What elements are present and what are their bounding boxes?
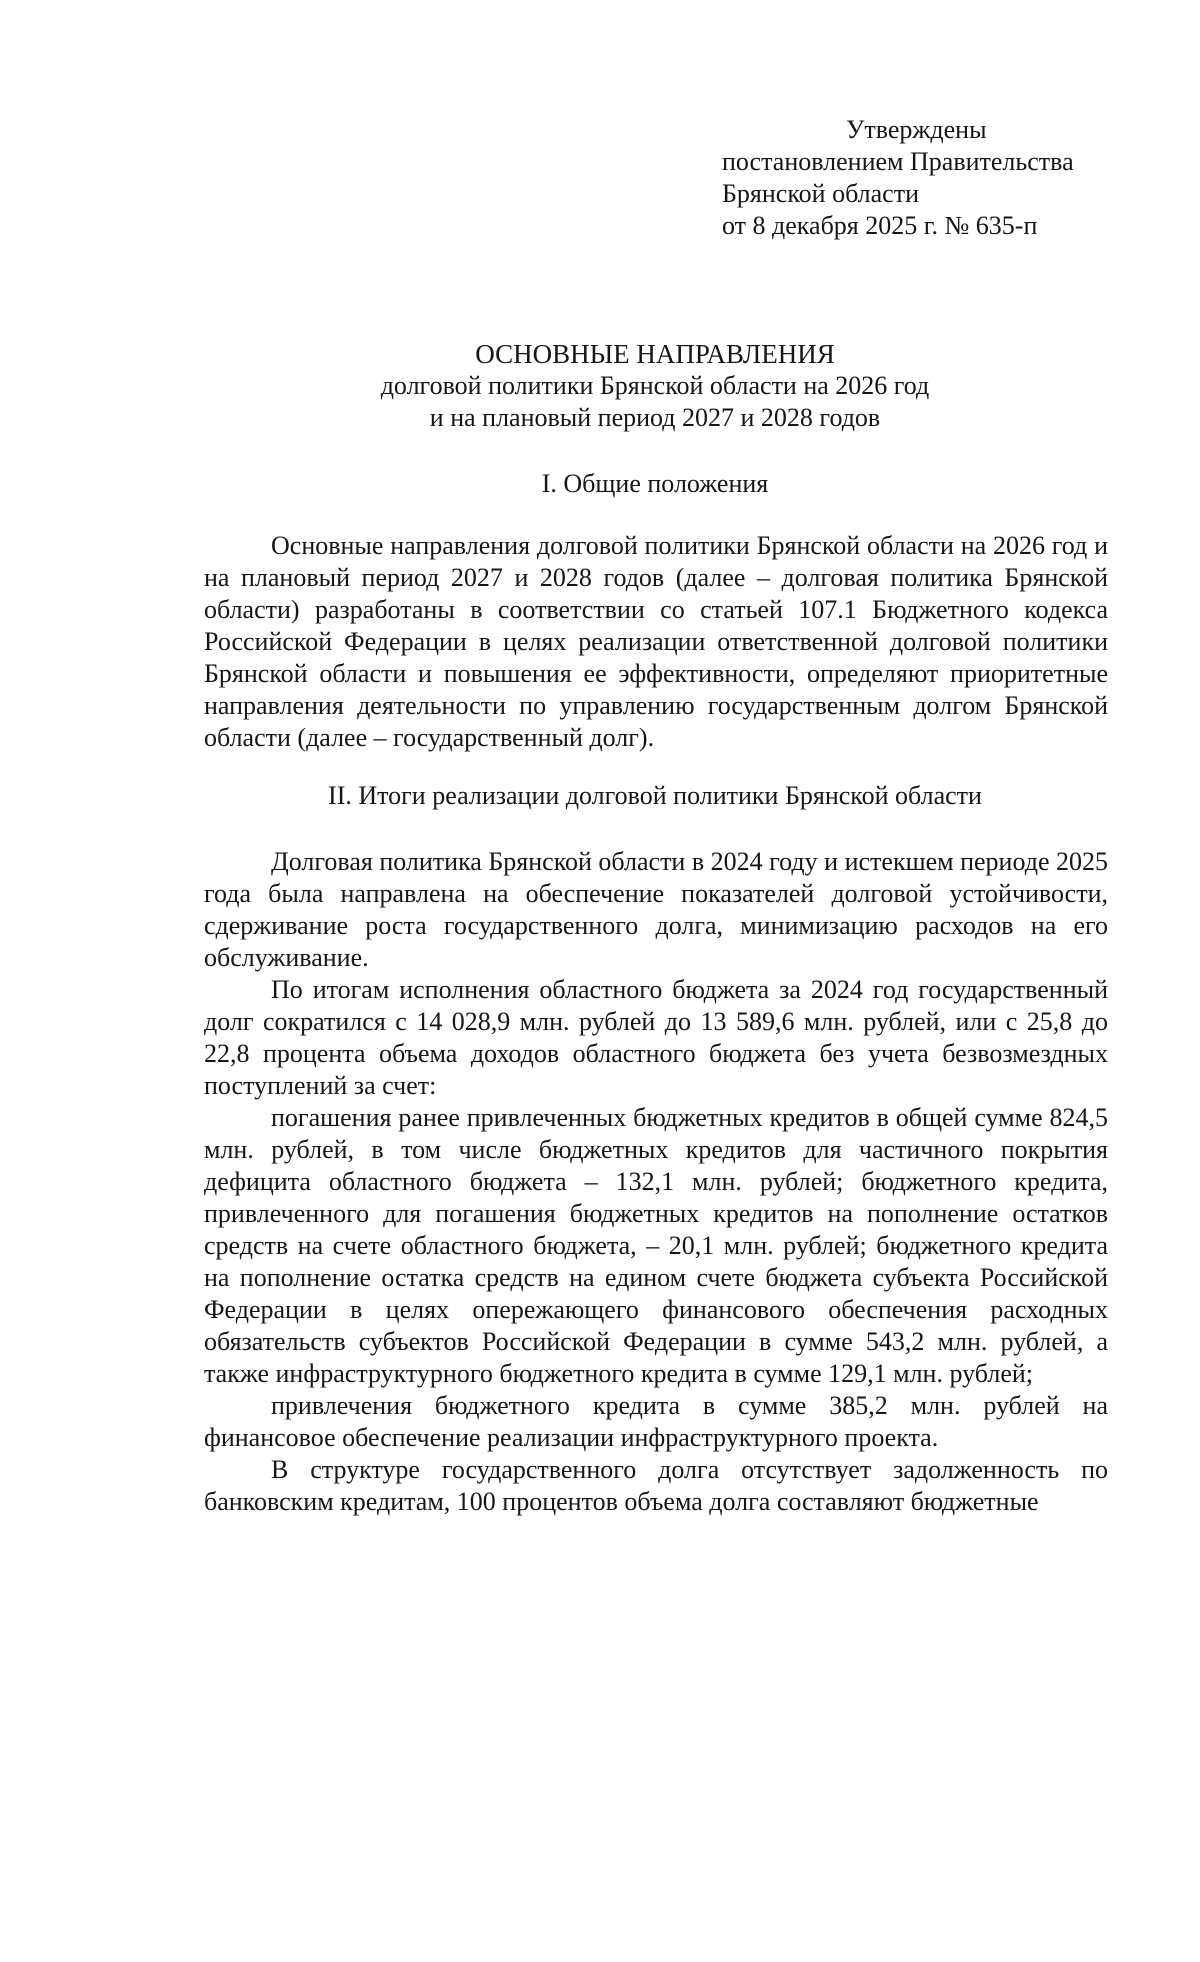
section-2-paragraph: В структуре государственного долга отсутствует задолженность по банковским кредитам, 100 процентов объема долга составляют бюджетные xyxy=(204,1455,1108,1516)
section-1-paragraph: Основные направления долговой политики Брянской области на 2026 год и на плановый период 2027 и 2028 годов (далее – долговая политика Брянской области) разработаны в соответствии со статьей 107.1 Бюджетного кодекса Российской Федерации в целях реализации ответственной долговой политики Брянской области и повышения ее эффективности, определяют приоритетные направления деятельности по управлению государственным долгом Брянской области (далее – государственный долг). xyxy=(204,531,1108,752)
section-2-paragraph: Долговая политика Брянской области в 2024 году и истекшем периоде 2025 года была направлена на обеспечение показателей долговой устойчивости, сдерживание роста государственного долга, минимизацию расходов на его обслуживание. xyxy=(204,847,1108,972)
approval-line-1: Утверждены xyxy=(846,115,987,144)
approval-line-3: Брянской области xyxy=(722,179,919,208)
section-2-body xyxy=(204,846,1108,1518)
title-main: ОСНОВНЫЕ НАПРАВЛЕНИЯ xyxy=(475,339,835,369)
document-title xyxy=(200,338,1110,434)
section-2-heading: II. Итоги реализации долговой политики Брянской области xyxy=(328,781,982,810)
section-1-heading: I. Общие положения xyxy=(541,469,769,498)
section-2-paragraph: погашения ранее привлеченных бюджетных кредитов в общей сумме 824,5 млн. рублей, в том числе бюджетных кредитов для частичного покрытия дефицита областного бюджета – 132,1 млн. рублей; бюджетного кредита, привлеченного для погашения бюджетных кредитов на пополнение остатков средств на счете областного бюджета, – 20,1 млн. рублей; бюджетного кредита на пополнение остатка средств на едином счете бюджета субъекта Российской Федерации в целях опережающего финансового обеспечения расходных обязательств субъектов Российской Федерации в сумме 543,2 млн. рублей, а также инфраструктурного бюджетного кредита в сумме 129,1 млн. рублей; xyxy=(204,1103,1108,1388)
approval-line-4: от 8 декабря 2025 г. № 635-п xyxy=(722,211,1038,240)
approval-stamp xyxy=(722,114,1142,242)
section-2-paragraph: По итогам исполнения областного бюджета за 2024 год государственный долг сократился с 14 028,9 млн. рублей до 13 589,6 млн. рублей, или с 25,8 до 22,8 процента объема доходов областного бюджета без учета безвозмездных поступлений за счет: xyxy=(204,975,1108,1100)
section-1-body xyxy=(204,530,1108,754)
approval-line-2: постановлением Правительства xyxy=(722,147,1074,176)
title-subtitle-2: и на плановый период 2027 и 2028 годов xyxy=(429,403,881,432)
section-2-paragraph: привлечения бюджетного кредита в сумме 385,2 млн. рублей на финансовое обеспечение реализации инфраструктурного проекта. xyxy=(204,1391,1108,1452)
title-subtitle-1: долговой политики Брянской области на 2026 год xyxy=(380,371,930,400)
